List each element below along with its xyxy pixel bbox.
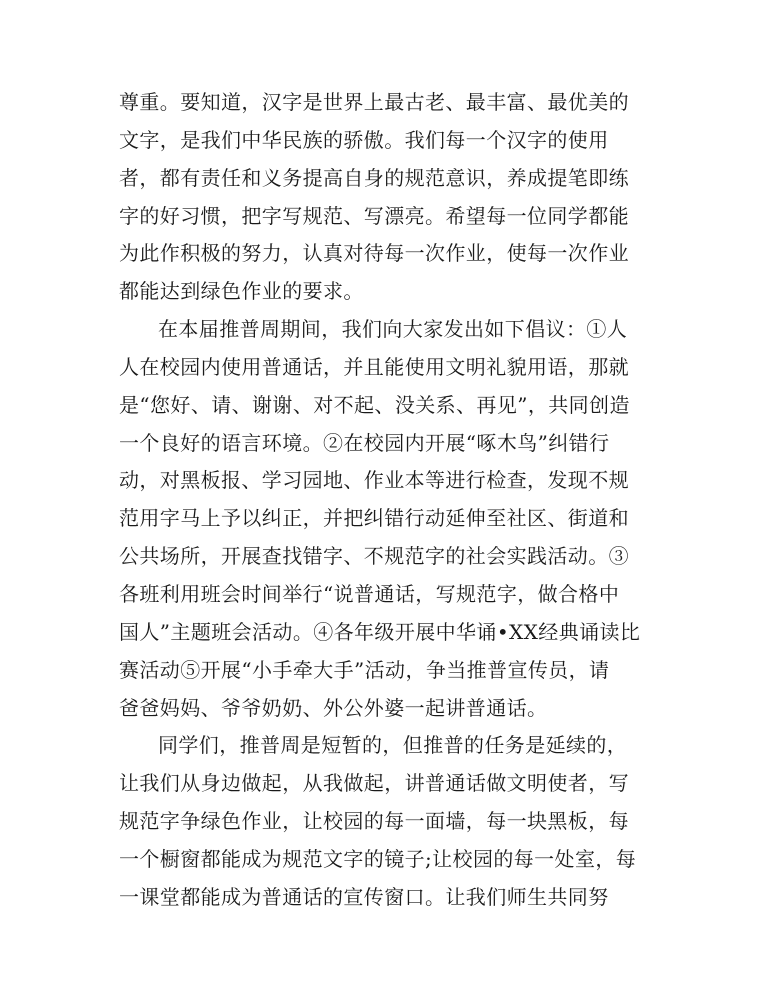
text-line: 人在校园内使用普通话，并且能使用文明礼貌用语，那就 <box>119 354 629 379</box>
paragraph-start-line: 同学们，推普周是短暂的，但推普的任务是延续的， <box>158 733 628 758</box>
text-line: 一课堂都能成为普通话的宣传窗口。让我们师生共同努 <box>119 884 609 909</box>
text-line: 文字，是我们中华民族的骄傲。我们每一个汉字的使用 <box>119 127 609 152</box>
text-line: 爸爸妈妈、爷爷奶奶、外公外婆一起讲普通话。 <box>119 695 548 720</box>
text-line: 都能达到绿色作业的要求。 <box>119 279 364 304</box>
text-line: 国人”主题班会活动。④各年级开展中华诵•XX经典诵读比 <box>119 619 641 644</box>
text-line: 一个橱窗都能成为规范文字的镜子;让校园的每一处室，每 <box>119 846 637 871</box>
text-line: 是“您好、请、谢谢、对不起、没关系、再见”，共同创造 <box>119 392 630 417</box>
text-line: 让我们从身边做起，从我做起，讲普通话做文明使者，写 <box>119 771 629 796</box>
body-text <box>119 84 659 917</box>
text-line: 者，都有责任和义务提高自身的规范意识，养成提笔即练 <box>119 165 629 190</box>
text-line: 字的好习惯，把字写规范、写漂亮。希望每一位同学都能 <box>119 203 629 228</box>
text-line: 为此作积极的努力，认真对待每一次作业，使每一次作业 <box>119 241 629 266</box>
text-line: 一个良好的语言环境。②在校园内开展“啄木鸟”纠错行 <box>119 430 610 455</box>
text-line: 尊重。要知道，汉字是世界上最古老、最丰富、最优美的 <box>119 90 629 114</box>
text-line: 赛活动⑤开展“小手牵大手”活动，争当推普宣传员，请 <box>119 657 610 682</box>
paragraph-start-line: 在本届推普周期间，我们向大家发出如下倡议：①人 <box>158 317 628 342</box>
text-line: 范用字马上予以纠正，并把纠错行动延伸至社区、街道和 <box>119 506 629 531</box>
text-line: 规范字争绿色作业，让校园的每一面墙，每一块黑板，每 <box>119 809 629 834</box>
text-line: 公共场所，开展查找错字、不规范字的社会实践活动。③ <box>119 544 629 569</box>
text-line: 动，对黑板报、学习园地、作业本等进行检查，发现不规 <box>119 468 629 493</box>
text-line: 各班利用班会时间举行“说普通话，写规范字，做合格中 <box>119 581 620 606</box>
